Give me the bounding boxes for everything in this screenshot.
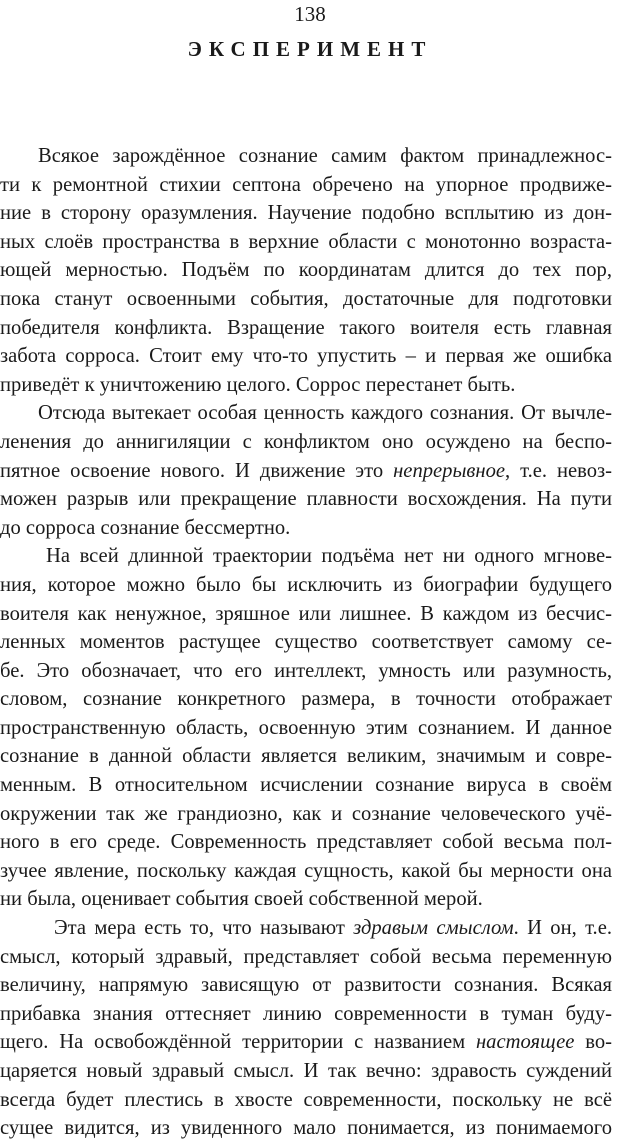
text-line: ленения до аннигиляции с конфликтом оно осуждено на беспо- xyxy=(0,430,612,453)
text-line: Всякое зарождённое сознание самим фактом принадлежнос- xyxy=(38,145,612,167)
text-line: сознание в данной области является великим, значимым и совре- xyxy=(0,745,612,768)
text-line: воителя как ненужное, зряшное или лишнее. В каждом из бесчис- xyxy=(0,602,612,625)
text-line: приведёт к уничтожению целого. Соррос перестанет быть. xyxy=(0,373,516,396)
text-line: менным. В относительном исчислении сознание вируса в своём xyxy=(0,774,612,797)
text-line: царяется новый здравый смысл. И так вечно: здравость суждений xyxy=(0,1060,612,1082)
text-line xyxy=(0,1028,612,1057)
text-line: бе. Это обозначает, что его интеллект, умность или разумность, xyxy=(0,659,612,682)
text-run: во- xyxy=(574,1031,612,1054)
body-text xyxy=(0,142,612,1143)
text-line: забота сорроса. Стоит ему что-то упустить – и первая же ошибка xyxy=(0,345,612,368)
text-line: всегда будет плестись в хвосте современности, поскольку не всё xyxy=(0,1088,612,1111)
text-line: ния, которое можно было бы исключить из биографии будущего xyxy=(0,573,612,596)
text-line xyxy=(0,457,612,486)
page-number: 138 xyxy=(294,2,326,26)
text-line: ющей мерностью. Подъём по координатам длится до тех пор, xyxy=(0,259,612,282)
text-line: величину, напрямую зависящую от развитости сознания. Всякая xyxy=(0,974,612,997)
text-line: зучее явление, поскольку каждая сущность, какой бы мерности она xyxy=(0,859,612,882)
text-line: На всей длинной траектории подъёма нет ни одного мгнове- xyxy=(46,545,612,568)
text-line: ных слоёв пространства в верхние области с монотонно возраста- xyxy=(0,230,612,253)
text-line: ни была, оценивает события своей собственной мерой. xyxy=(0,888,483,911)
text-line: окружении так же грандиозно, как и сознание человеческого учё- xyxy=(0,802,612,825)
emphasis-text: здравым смыслом xyxy=(353,917,514,940)
text-run: пятное освоение нового. И движение это xyxy=(0,459,394,482)
text-line: до сорроса сознание бессмертно. xyxy=(0,516,291,539)
text-line: словом, сознание конкретного размера, в точности отображает xyxy=(0,688,612,711)
text-line: пространственную область, освоенную этим сознанием. И данное xyxy=(0,716,612,739)
emphasis-text: непрерывное xyxy=(393,459,506,482)
paragraph-1 xyxy=(0,142,612,399)
paragraph-3 xyxy=(0,542,612,914)
text-line: смысл, который здравый, представляет собой весьма переменную xyxy=(0,945,612,968)
emphasis-text: настоящее xyxy=(475,1031,575,1054)
text-line: можен разрыв или прекращение плавности восхождения. На пути xyxy=(0,488,612,511)
text-line: Отсюда вытекает особая ценность каждого сознания. От вычле- xyxy=(38,402,612,425)
text-line: ного в его среде. Современность представляет собой весьма пол- xyxy=(0,831,612,854)
text-run: щего. На освобождённой территории с названием xyxy=(0,1031,476,1054)
text-line: ленных моментов растущее существо соответствует самому се- xyxy=(0,631,612,654)
text-run: . И он, т.е. xyxy=(513,917,612,940)
text-line: сущее видится, из увиденного мало понимается, из понимаемого xyxy=(0,1117,612,1140)
text-run: , т.е. невоз- xyxy=(505,459,612,482)
text-line: победителя конфликта. Взращение такого воителя есть главная xyxy=(0,316,612,339)
text-line: прибавка знания оттесняет линию современности в туман буду- xyxy=(0,1002,612,1025)
text-run: Эта мера есть то, что называют xyxy=(54,917,354,940)
text-line: ние в сторону оразумления. Научение подобно всплытию из дон- xyxy=(0,202,612,225)
text-line xyxy=(0,914,612,943)
paragraph-4 xyxy=(0,914,612,1143)
text-line: пока станут освоенными события, достаточные для подготовки xyxy=(0,287,612,310)
paragraph-2 xyxy=(0,399,612,542)
text-line: ти к ремонтной стихии септона обречено на упорное продвиже- xyxy=(0,173,612,196)
chapter-title: ЭКСПЕРИМЕНТ xyxy=(187,37,433,61)
